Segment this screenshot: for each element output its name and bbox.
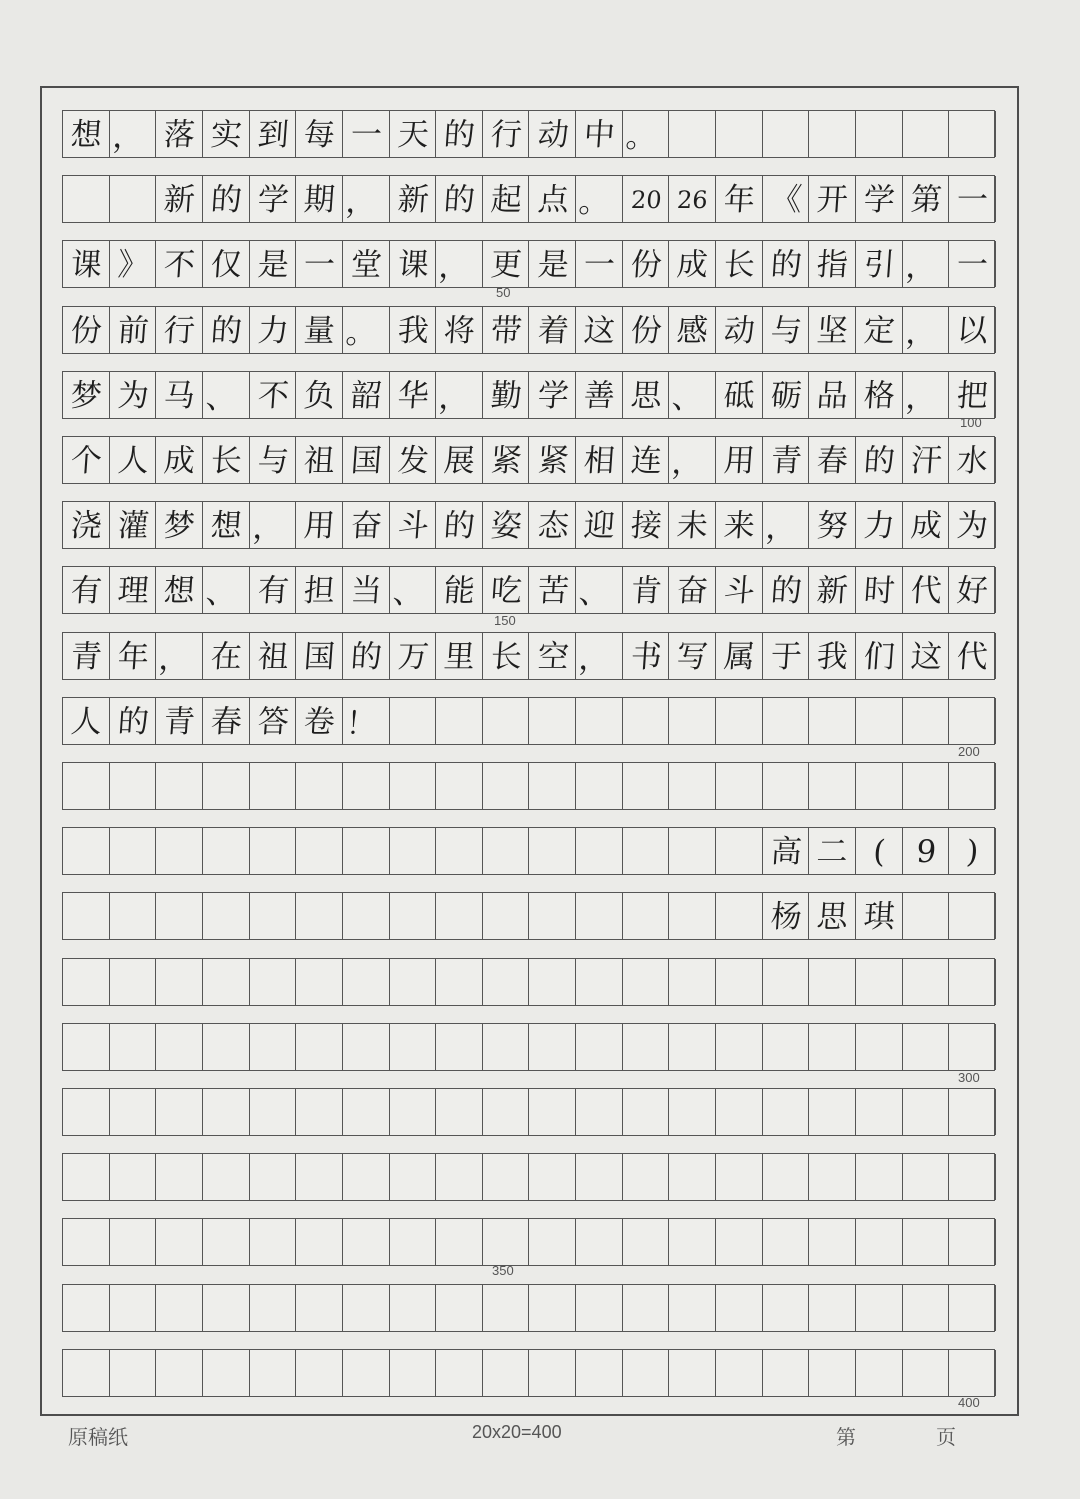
handwritten-char: 我 (396, 312, 430, 349)
handwritten-char: 韶 (349, 377, 383, 414)
handwritten-char: 动 (536, 116, 570, 153)
grid-row (62, 697, 995, 745)
handwritten-line (63, 698, 994, 744)
handwritten-char: 、 (391, 575, 425, 612)
handwritten-char: 格 (862, 377, 897, 414)
handwritten-line (63, 502, 994, 548)
handwritten-char: 一 (349, 116, 383, 153)
handwritten-char: 课 (69, 246, 104, 283)
grid-row (62, 110, 995, 158)
handwritten-char: 相 (582, 442, 617, 479)
grid-row (62, 958, 995, 1006)
handwritten-char: 学 (256, 181, 290, 218)
handwritten-char: ( (872, 833, 887, 870)
handwritten-char: 想 (69, 116, 104, 153)
handwritten-char: 能 (442, 572, 477, 609)
handwritten-char: 着 (536, 312, 570, 349)
handwritten-char: 梦 (69, 377, 104, 414)
handwritten-char: 年 (722, 181, 757, 218)
grid-row (62, 566, 995, 614)
handwritten-char: 砺 (769, 377, 803, 414)
handwritten-char: 力 (256, 312, 290, 349)
handwritten-char: 当 (349, 572, 383, 609)
handwritten-char: 肯 (629, 572, 663, 609)
grid-row (62, 1349, 995, 1397)
handwritten-char: 一 (302, 246, 337, 283)
handwritten-char: 的 (769, 246, 803, 283)
handwritten-char: 开 (815, 181, 850, 218)
handwritten-line (63, 111, 994, 157)
handwritten-char: 砥 (722, 377, 757, 414)
handwritten-char: 不 (256, 377, 290, 414)
handwritten-char: 紧 (536, 442, 570, 479)
handwritten-char: 长 (722, 246, 757, 283)
handwritten-char: 的 (116, 703, 150, 740)
handwritten-char: 奋 (676, 572, 710, 609)
handwritten-char: 态 (536, 507, 570, 544)
count-marker-400: 400 (958, 1395, 980, 1410)
handwritten-char: ， (671, 445, 705, 481)
handwritten-char: 9 (914, 833, 938, 870)
manuscript-sheet (40, 86, 1019, 1416)
handwritten-char: 用 (722, 442, 757, 479)
handwritten-char: 有 (256, 572, 290, 609)
handwritten-char: 未 (676, 507, 710, 544)
handwritten-char: 书 (629, 638, 663, 675)
handwritten-char: 浇 (69, 507, 104, 544)
handwritten-char: ， (344, 184, 379, 221)
grid-row (62, 306, 995, 354)
handwritten-char: 青 (769, 442, 803, 479)
grid-row (62, 175, 995, 223)
handwritten-char: 苦 (536, 572, 570, 609)
handwritten-char: 品 (815, 377, 850, 414)
handwritten-char: 感 (676, 312, 710, 349)
grid-row (62, 1153, 995, 1201)
handwritten-char: ， (577, 640, 612, 677)
handwritten-char: 第 (909, 181, 943, 218)
handwritten-char: 青 (69, 638, 104, 675)
handwritten-line (63, 1350, 994, 1396)
handwritten-char: 实 (209, 116, 244, 153)
count-marker-50: 50 (496, 285, 511, 300)
grid-row (62, 892, 995, 940)
handwritten-char: 想 (209, 507, 244, 544)
handwritten-char: 将 (442, 312, 477, 349)
handwritten-char: 有 (69, 572, 104, 609)
handwritten-char: 行 (489, 116, 523, 153)
handwritten-char: 定 (862, 312, 897, 349)
handwritten-char: 个 (69, 442, 104, 479)
handwritten-char: 成 (909, 507, 943, 544)
handwritten-char: ， (904, 379, 938, 416)
footer-page-suffix: 页 (936, 1425, 956, 1449)
grid-row (62, 762, 995, 810)
handwritten-char: 、 (577, 575, 612, 612)
handwritten-char: 长 (209, 442, 244, 479)
handwritten-char: ， (111, 119, 145, 155)
handwritten-char: ， (904, 314, 938, 351)
handwritten-char: 年 (116, 638, 150, 675)
handwritten-char: 长 (489, 638, 523, 675)
handwritten-char: 点 (536, 181, 570, 218)
grid-row (62, 371, 995, 419)
footer-page-label: 第 (836, 1425, 856, 1449)
handwritten-char: 每 (302, 116, 337, 153)
handwritten-line (63, 437, 994, 483)
handwritten-char: 、 (671, 379, 705, 416)
handwritten-char: 为 (116, 377, 150, 414)
handwritten-char: 成 (676, 246, 710, 283)
handwritten-char: 灌 (116, 507, 150, 544)
handwritten-char: 用 (302, 507, 337, 544)
handwritten-line (63, 307, 994, 353)
handwritten-char: 代 (955, 638, 990, 675)
handwritten-char: 属 (722, 638, 757, 675)
handwritten-char: 在 (209, 638, 244, 675)
handwritten-char: 、 (204, 379, 239, 416)
handwritten-char: 春 (209, 703, 244, 740)
handwritten-char: 勤 (489, 377, 523, 414)
handwritten-char: 一 (582, 246, 617, 283)
handwritten-char: ， (437, 379, 472, 416)
grid-row (62, 632, 995, 680)
handwritten-char: 接 (629, 507, 663, 544)
grid-row (62, 1218, 995, 1266)
handwritten-char: 份 (69, 312, 104, 349)
handwritten-line (63, 176, 994, 222)
grid-row (62, 1023, 995, 1071)
handwritten-char: 堂 (349, 246, 383, 283)
handwritten-char: ， (904, 249, 938, 286)
handwritten-char: 到 (256, 116, 290, 153)
handwritten-char: 想 (162, 572, 197, 609)
handwritten-char: 引 (862, 246, 897, 283)
handwritten-char: 时 (862, 572, 897, 609)
handwritten-char: 坚 (815, 312, 850, 349)
handwritten-char: 力 (862, 507, 897, 544)
handwritten-char: ) (965, 833, 981, 870)
handwritten-char: 国 (349, 442, 383, 479)
handwritten-char: 答 (256, 703, 290, 740)
handwritten-char: 26 (676, 186, 710, 215)
handwritten-char: 、 (204, 575, 239, 612)
grid-row (62, 1088, 995, 1136)
handwritten-char: 人 (116, 442, 150, 479)
handwritten-line (63, 1089, 994, 1135)
handwritten-line (63, 959, 994, 1005)
handwritten-char: 思 (629, 377, 663, 414)
handwritten-char: 紧 (489, 442, 523, 479)
handwritten-char: 动 (722, 312, 757, 349)
handwritten-char: 杨 (769, 898, 803, 935)
handwritten-char: 与 (769, 312, 803, 349)
handwritten-char: 卷 (302, 703, 337, 740)
handwritten-char: 华 (396, 377, 430, 414)
handwritten-char: 空 (536, 638, 570, 675)
grid-row (62, 1284, 995, 1332)
handwritten-char: 发 (396, 442, 430, 479)
handwritten-char: 《 (769, 181, 803, 218)
handwritten-char: 新 (815, 572, 850, 609)
handwritten-char: 学 (536, 377, 570, 414)
handwritten-char: 万 (396, 638, 430, 675)
handwritten-line (63, 567, 994, 613)
handwritten-char: ， (251, 510, 285, 547)
handwritten-char: 仅 (209, 246, 244, 283)
count-marker-300: 300 (958, 1070, 980, 1085)
handwritten-char: 写 (676, 638, 710, 675)
handwritten-char: 斗 (722, 572, 757, 609)
handwritten-char: 连 (629, 442, 663, 479)
handwritten-char: 高 (769, 833, 803, 870)
grid-row (62, 240, 995, 288)
handwritten-char: 姿 (489, 507, 523, 544)
handwritten-char: 汗 (909, 442, 943, 479)
handwritten-char: 与 (256, 442, 290, 479)
handwritten-char: 梦 (162, 507, 197, 544)
footer-paper-name: 原稿纸 (68, 1425, 128, 1449)
handwritten-char: 二 (815, 833, 850, 870)
handwritten-char: 是 (256, 246, 290, 283)
handwritten-char: 人 (69, 703, 104, 740)
footer-grid-spec: 20x20=400 (472, 1422, 562, 1442)
handwritten-char: 份 (629, 312, 663, 349)
handwritten-line (63, 763, 994, 809)
handwritten-char: 这 (582, 312, 617, 349)
grid-row (62, 501, 995, 549)
handwritten-char: 好 (955, 572, 990, 609)
handwritten-char: 。 (624, 119, 658, 155)
grid-row (62, 436, 995, 484)
count-marker-350: 350 (492, 1263, 514, 1278)
handwritten-char: 负 (302, 377, 337, 414)
handwritten-char: 落 (162, 116, 197, 153)
handwritten-line (63, 1285, 994, 1331)
handwritten-char: 前 (116, 312, 150, 349)
handwritten-line (63, 633, 994, 679)
handwritten-char: 起 (489, 181, 523, 218)
handwritten-char: 》 (116, 246, 150, 283)
handwritten-char: 中 (582, 116, 617, 153)
handwritten-char: 的 (442, 181, 477, 218)
handwritten-char: 不 (162, 246, 197, 283)
handwritten-line (63, 241, 994, 287)
handwritten-char: 的 (862, 442, 897, 479)
handwritten-char: 这 (909, 638, 943, 675)
handwritten-char: 的 (442, 507, 477, 544)
handwritten-char: 琪 (862, 898, 897, 935)
handwritten-line (63, 372, 994, 418)
count-marker-150: 150 (494, 613, 516, 628)
handwritten-char: 青 (162, 703, 197, 740)
handwritten-char: 带 (489, 312, 523, 349)
handwritten-char: 理 (116, 572, 150, 609)
handwritten-char: 的 (349, 638, 383, 675)
handwritten-char: 指 (815, 246, 850, 283)
handwritten-char: 吃 (489, 572, 523, 609)
handwritten-char: 学 (862, 181, 897, 218)
count-marker-200: 200 (958, 744, 980, 759)
handwritten-char: 祖 (256, 638, 290, 675)
handwritten-char: 新 (396, 181, 430, 218)
handwritten-char: 奋 (349, 507, 383, 544)
handwritten-line (63, 1024, 994, 1070)
handwritten-char: 课 (396, 246, 430, 283)
handwritten-char: 迎 (582, 507, 617, 544)
handwritten-char: 天 (396, 116, 430, 153)
handwritten-char: 春 (815, 442, 850, 479)
handwritten-char: 把 (955, 377, 990, 414)
handwritten-char: 为 (955, 507, 990, 544)
handwritten-line (63, 893, 994, 939)
handwritten-char: 我 (815, 638, 850, 675)
count-marker-100: 100 (960, 415, 982, 430)
handwritten-char: 新 (162, 181, 197, 218)
handwritten-char: 的 (209, 181, 244, 218)
handwritten-char: 。 (344, 314, 379, 351)
handwritten-char: 的 (769, 572, 803, 609)
handwritten-char: 更 (489, 246, 523, 283)
handwritten-char: 展 (442, 442, 477, 479)
handwritten-char: 善 (582, 377, 617, 414)
handwritten-char: 来 (722, 507, 757, 544)
handwritten-char: 里 (442, 638, 477, 675)
handwritten-char: 。 (577, 184, 612, 221)
handwritten-char: 量 (302, 312, 337, 349)
handwritten-char: ， (157, 640, 192, 677)
handwritten-char: 国 (302, 638, 337, 675)
handwritten-line (63, 1154, 994, 1200)
handwritten-char: 担 (302, 572, 337, 609)
handwritten-char: 水 (955, 442, 990, 479)
handwritten-char: 一 (955, 246, 990, 283)
handwritten-char: 20 (629, 186, 663, 215)
grid-row (62, 827, 995, 875)
handwritten-char: 于 (769, 638, 803, 675)
handwritten-char: 一 (955, 181, 990, 218)
handwritten-char: 成 (162, 442, 197, 479)
handwritten-char: 是 (536, 246, 570, 283)
handwritten-char: 思 (815, 898, 850, 935)
handwritten-char: ， (764, 510, 798, 547)
handwritten-char: 祖 (302, 442, 337, 479)
handwritten-char: 行 (162, 312, 197, 349)
handwritten-char: ， (437, 249, 472, 286)
handwritten-char: 期 (302, 181, 337, 218)
handwritten-char: 的 (209, 312, 244, 349)
handwritten-char: 的 (442, 116, 477, 153)
handwritten-char: 斗 (396, 507, 430, 544)
handwritten-char: 努 (815, 507, 850, 544)
handwritten-char: 代 (909, 572, 943, 609)
handwritten-char: ！ (344, 705, 379, 742)
handwritten-char: 们 (862, 638, 897, 675)
handwritten-char: 以 (955, 312, 990, 349)
handwritten-line (63, 828, 994, 874)
handwritten-char: 份 (629, 246, 663, 283)
handwritten-char: 马 (162, 377, 197, 414)
handwritten-line (63, 1219, 994, 1265)
